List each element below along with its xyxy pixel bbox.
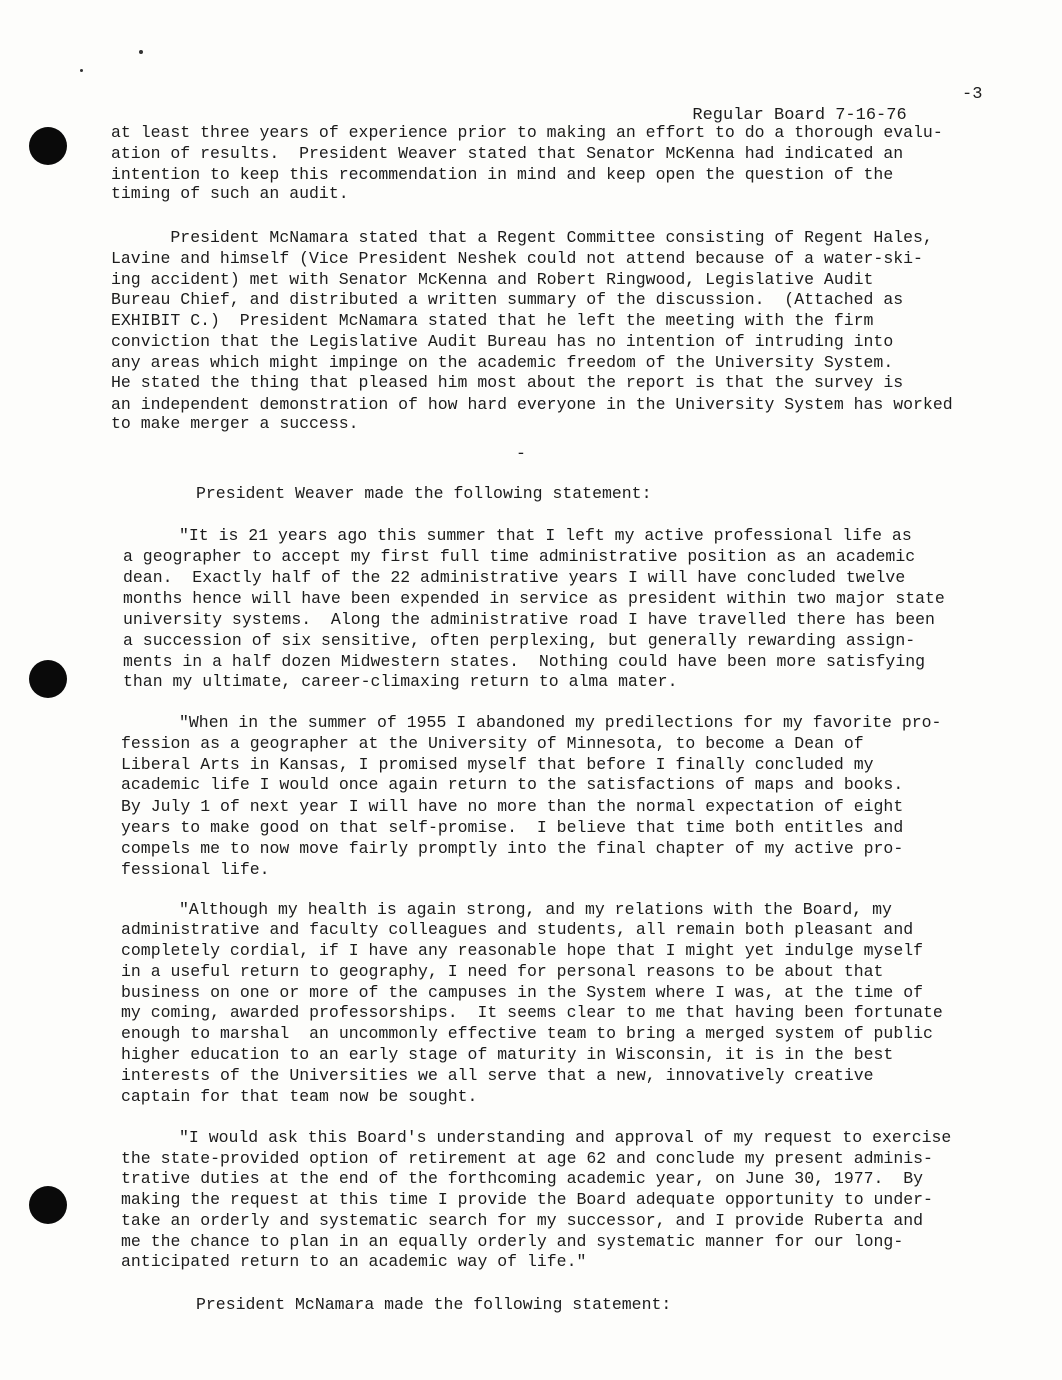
text-line: an independent demonstration of how hard everyone in the University System has worked	[111, 395, 953, 414]
text-line: Bureau Chief, and distributed a written summary of the discussion. (Attached as	[111, 290, 904, 309]
text-line: "Although my health is again strong, and my relations with the Board, my	[179, 900, 892, 919]
scan-speck	[139, 50, 143, 54]
text-line: at least three years of experience prior to making an effort to do a thorough evalu-	[111, 123, 943, 142]
text-line: fessional life.	[121, 860, 270, 879]
text-line: fession as a geographer at the University of Minnesota, to become a Dean of	[121, 734, 864, 753]
text-line: a succession of six sensitive, often perplexing, but generally rewarding assign-	[123, 631, 916, 650]
punch-hole-top	[29, 127, 67, 165]
text-line: the state-provided option of retirement at age 62 and conclude my present adminis-	[121, 1149, 933, 1168]
text-line: to make merger a success.	[111, 414, 359, 433]
page-number: -3	[962, 85, 983, 104]
text-line: university systems. Along the administrative road I have travelled there has been	[123, 610, 935, 629]
text-line: He stated the thing that pleased him most about the report is that the survey is	[111, 373, 904, 392]
text-line: anticipated return to an academic way of life."	[121, 1252, 587, 1271]
text-line: timing of such an audit.	[111, 184, 349, 203]
text-line: in a useful return to geography, I need for personal reasons to be about that	[121, 962, 884, 981]
text-line: me the chance to plan in an equally orderly and systematic manner for our long-	[121, 1232, 904, 1251]
text-line: making the request at this time I provide the Board adequate opportunity to under-	[121, 1190, 933, 1209]
text-line: ments in a half dozen Midwestern states. Nothing could have been more satisfying	[123, 652, 926, 671]
text-line: Lavine and himself (Vice President Neshek could not attend because of a water-ski-	[111, 249, 923, 268]
text-line: ation of results. President Weaver stated that Senator McKenna had indicated an	[111, 144, 904, 163]
text-line: years to make good on that self-promise. I believe that time both entitles and	[121, 818, 904, 837]
text-line: President McNamara stated that a Regent Committee consisting of Regent Hales,	[111, 228, 933, 247]
text-line: President Weaver made the following statement:	[196, 484, 652, 503]
section-dash: -	[516, 444, 526, 463]
text-line: ing accident) met with Senator McKenna and Robert Ringwood, Legislative Audit	[111, 270, 874, 289]
text-line: "When in the summer of 1955 I abandoned my predilections for my favorite pro-	[179, 713, 942, 732]
text-line: compels me to now move fairly promptly into the final chapter of my active pro-	[121, 839, 904, 858]
text-line: administrative and faculty colleagues and students, all remain both pleasant and	[121, 920, 914, 939]
text-line: interests of the Universities we all serve that a new, innovatively creative	[121, 1066, 874, 1085]
text-line: than my ultimate, career-climaxing return to alma mater.	[123, 672, 678, 691]
text-line: higher education to an early stage of maturity in Wisconsin, it is in the best	[121, 1045, 894, 1064]
text-line: captain for that team now be sought.	[121, 1087, 478, 1106]
text-line: EXHIBIT C.) President McNamara stated that he left the meeting with the firm	[111, 311, 874, 330]
text-line: academic life I would once again return to the satisfactions of maps and books.	[121, 775, 904, 794]
text-line: business on one or more of the campuses in the System where I was, at the time of	[121, 983, 924, 1002]
text-line: a geographer to accept my first full time administrative position as an academic	[123, 547, 916, 566]
header-title: Regular Board 7-16-76	[692, 106, 907, 125]
punch-hole-middle	[29, 660, 67, 698]
scan-speck	[80, 69, 83, 72]
text-line: "I would ask this Board's understanding and approval of my request to exercise	[179, 1128, 952, 1147]
text-line: conviction that the Legislative Audit Bureau has no intention of intruding into	[111, 332, 894, 351]
text-line: my coming, awarded professorships. It seems clear to me that having been fortunate	[121, 1003, 943, 1022]
text-line: enough to marshal an uncommonly effective team to bring a merged system of public	[121, 1024, 933, 1043]
text-line: intention to keep this recommendation in mind and keep open the question of the	[111, 165, 894, 184]
text-line: completely cordial, if I have any reasonable hope that I might yet indulge myself	[121, 941, 924, 960]
text-line: "It is 21 years ago this summer that I left my active professional life as	[179, 526, 912, 545]
text-line: President McNamara made the following statement:	[196, 1295, 672, 1314]
text-line: trative duties at the end of the forthcoming academic year, on June 30, 1977. By	[121, 1169, 924, 1188]
punch-hole-bottom	[29, 1186, 67, 1224]
text-line: months hence will have been expended in service as president within two major state	[123, 589, 945, 608]
text-line: dean. Exactly half of the 22 administrative years I will have concluded twelve	[123, 568, 906, 587]
text-line: any areas which might impinge on the academic freedom of the University System.	[111, 353, 894, 372]
text-line: By July 1 of next year I will have no more than the normal expectation of eight	[121, 797, 904, 816]
text-line: take an orderly and systematic search for my successor, and I provide Ruberta and	[121, 1211, 924, 1230]
text-line: Liberal Arts in Kansas, I promised myself that before I finally concluded my	[121, 755, 874, 774]
